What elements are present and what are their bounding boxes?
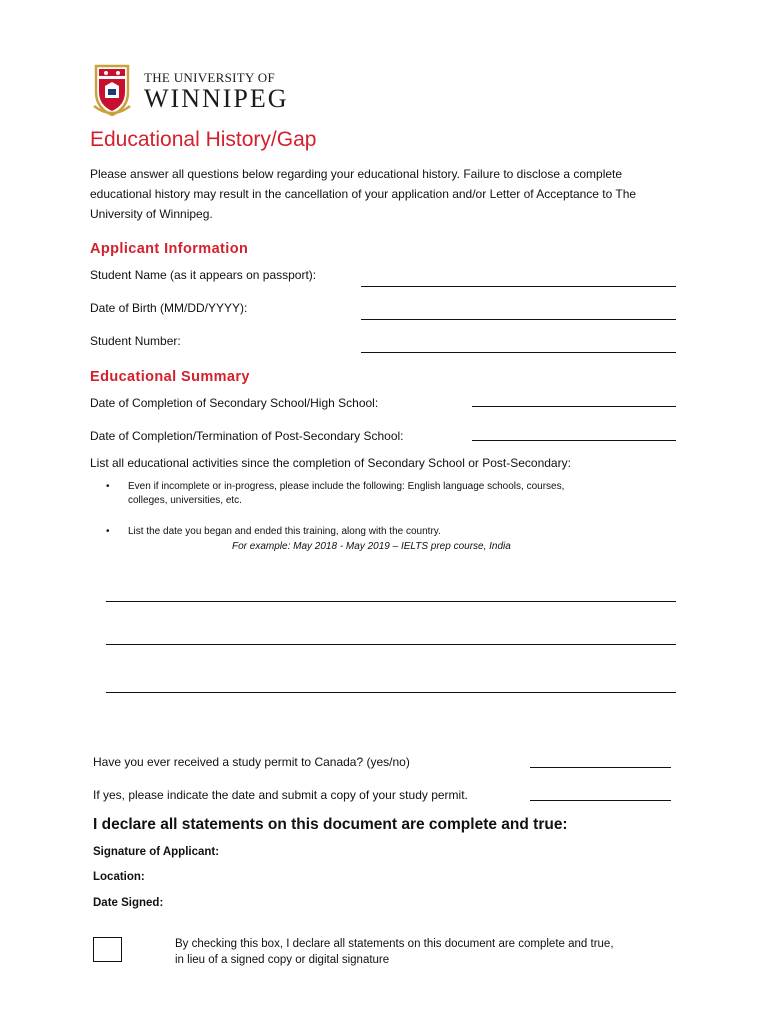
secondary-completion-field[interactable] <box>472 406 676 407</box>
location-label: Location: <box>93 871 145 883</box>
intro-paragraph: Please answer all questions below regarding your educational history. Failure to disclose a complete educational history may result in the cancellation of your application and/or Letter of Acceptance to The University of Winnipeg. <box>90 167 637 221</box>
signature-label: Signature of Applicant: <box>93 846 220 858</box>
date-signed-label: Date Signed: <box>93 897 164 909</box>
student-name-label: Student Name (as it appears on passport): <box>90 268 317 282</box>
activity-line-2[interactable] <box>106 644 676 645</box>
student-number-field[interactable] <box>361 352 676 353</box>
study-permit-question: Have you ever received a study permit to Canada? (yes/no) <box>93 755 410 769</box>
activity-line-1[interactable] <box>106 601 676 602</box>
bullet-marker: • <box>106 526 110 537</box>
declaration-heading: I declare all statements on this document are complete and true: <box>93 816 568 833</box>
bullet-text: List the date you began and ended this training, along with the country. <box>128 526 441 537</box>
post-secondary-completion-label: Date of Completion/Termination of Post-Secondary School: <box>90 429 404 443</box>
university-name-line1: THE UNIVERSITY OF <box>144 70 275 85</box>
bullet-text: Even if incomplete or in-progress, please include the following: English language schools, courses, colleges, universities, etc. <box>128 481 565 506</box>
post-secondary-completion-field[interactable] <box>472 440 676 441</box>
applicant-information-heading: Applicant Information <box>90 241 249 257</box>
student-number-label: Student Number: <box>90 334 181 348</box>
activities-instruction: List all educational activities since the completion of Secondary School or Post-Secondary: <box>90 456 571 470</box>
example-text: For example: May 2018 - May 2019 – IELTS prep course, India <box>232 541 511 552</box>
declaration-checkbox-text: By checking this box, I declare all statements on this document are complete and true, in lieu of a signed copy or digital signature <box>175 938 614 966</box>
declaration-checkbox[interactable] <box>93 937 122 962</box>
study-permit-date-field[interactable] <box>530 800 671 801</box>
bullet-marker: • <box>106 481 110 492</box>
study-permit-answer-field[interactable] <box>530 767 671 768</box>
study-permit-followup: If yes, please indicate the date and submit a copy of your study permit. <box>93 788 468 802</box>
student-name-field[interactable] <box>361 286 676 287</box>
activity-line-3[interactable] <box>106 692 676 693</box>
university-name-line2: WINNIPEG <box>144 84 289 113</box>
educational-summary-heading: Educational Summary <box>90 369 250 385</box>
date-of-birth-label: Date of Birth (MM/DD/YYYY): <box>90 301 248 315</box>
university-crest-icon <box>92 62 132 118</box>
page-title: Educational History/Gap <box>90 128 317 151</box>
secondary-completion-label: Date of Completion of Secondary School/High School: <box>90 396 379 410</box>
date-of-birth-field[interactable] <box>361 319 676 320</box>
